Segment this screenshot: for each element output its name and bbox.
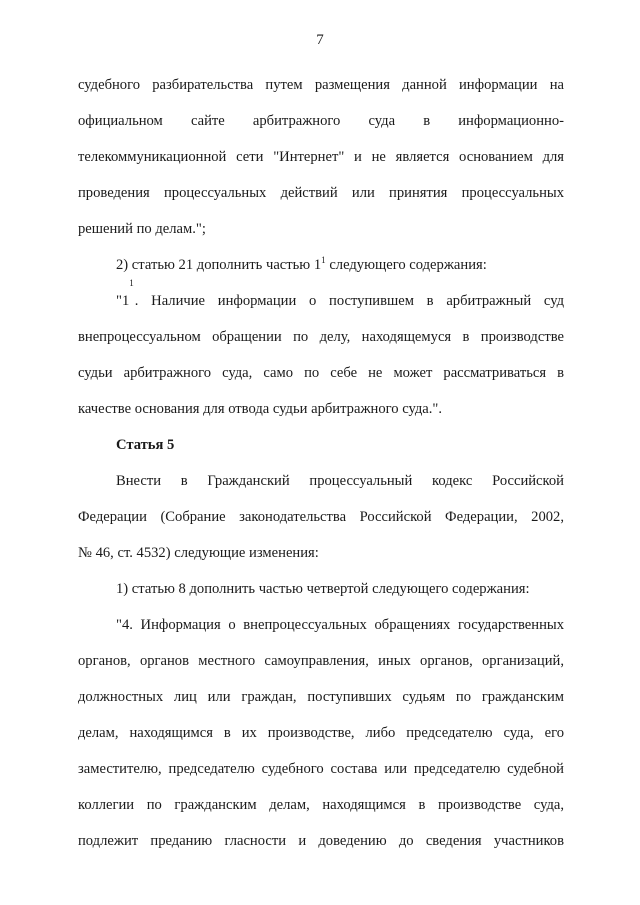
text-line: судебного разбирательства путем размещения данной информации на <box>78 77 564 93</box>
text-line: подлежит преданию гласности и доведению до сведения участников <box>78 833 564 849</box>
text-fragment: . Наличие информации о поступившем в арбитражный суд <box>134 293 564 309</box>
document-body <box>78 67 564 859</box>
superscript: 1 <box>321 255 326 265</box>
amendment-item-2 <box>78 247 564 283</box>
text-line: "4. Информация о внепроцессуальных обращениях государственных <box>116 617 564 633</box>
text-line: Внести в Гражданский процессуальный кодекс Российской <box>116 473 564 489</box>
text-line: делам, находящимся в их производстве, либо председателю суда, его <box>78 725 564 741</box>
text-line: внепроцессуальном обращении по делу, находящемуся в производстве <box>78 329 564 345</box>
text-line: № 46, ст. 4532) следующие изменения: <box>78 545 319 561</box>
page-number: 7 <box>316 32 324 48</box>
quoted-part-start <box>78 278 564 319</box>
text-fragment: следующего содержания: <box>325 257 487 273</box>
text-line: решений по делам."; <box>78 221 206 237</box>
text-line: Федерации (Собрание законодательства Российской Федерации, 2002, <box>78 509 564 525</box>
text-line: заместителю, председателю судебного состава или председателю судебной <box>78 761 564 777</box>
article-heading: Статья 5 <box>116 437 175 453</box>
text-line: телекоммуникационной сети "Интернет" и не является основанием для <box>78 149 564 165</box>
text-line: проведения процессуальных действий или принятия процессуальных <box>78 185 564 201</box>
amendment-item-1: 1) статью 8 дополнить частью четвертой следующего содержания: <box>116 581 530 597</box>
superscript: 1 <box>129 278 134 288</box>
text-line: органов, органов местного самоуправления, иных органов, организаций, <box>78 653 564 669</box>
text-line: качестве основания для отвода судьи арбитражного суда.". <box>78 401 443 417</box>
text-line: должностных лиц или граждан, поступивших судьям по гражданским <box>78 689 564 705</box>
text-line: официальном сайте арбитражного суда в информационно- <box>78 113 564 129</box>
text-line: коллегии по гражданским делам, находящимся в производстве суда, <box>78 797 564 813</box>
text-fragment: 2) статью 21 дополнить частью 1 <box>116 257 322 273</box>
text-line: судьи арбитражного суда, само по себе не может рассматриваться в <box>78 365 564 381</box>
text-fragment: "1 <box>116 293 130 309</box>
